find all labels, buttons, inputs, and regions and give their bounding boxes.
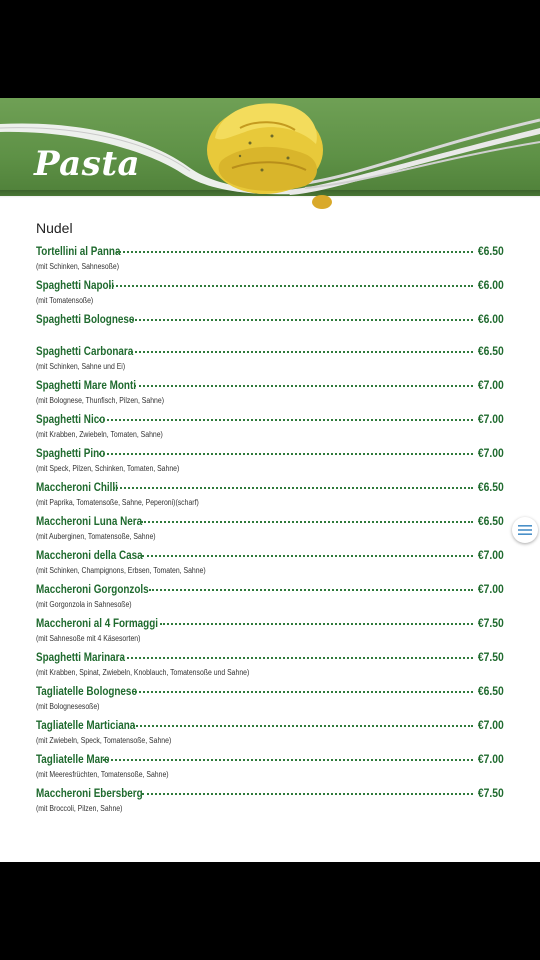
item-price: €7.00 xyxy=(478,550,504,562)
item-description: (mit Broccoli, Pilzen, Sahne) xyxy=(36,804,123,813)
item-name: Tagliatelle Bolognese xyxy=(36,686,137,698)
item-name: Tortellini al Panna xyxy=(36,246,121,258)
leader-dots xyxy=(132,310,473,321)
item-description: (mit Auberginen, Tomatensoße, Sahne) xyxy=(36,532,156,541)
item-name: Spaghetti Napoli xyxy=(36,280,115,292)
item-price: €6.00 xyxy=(478,280,504,292)
menu-item xyxy=(36,446,504,474)
item-name: Spaghetti Bolognese xyxy=(36,314,135,326)
leader-dots xyxy=(160,614,473,625)
menu-item xyxy=(36,278,504,306)
item-name: Spaghetti Marinara xyxy=(36,652,126,664)
item-description: (mit Krabben, Zwiebeln, Tomaten, Sahne) xyxy=(36,430,163,439)
leader-dots xyxy=(99,410,474,421)
item-description: (mit Schinken, Sahnesoße) xyxy=(36,262,119,271)
menu-item xyxy=(36,718,504,746)
menu-page xyxy=(0,98,540,862)
item-price: €7.00 xyxy=(478,380,504,392)
menu-item xyxy=(36,786,504,814)
item-price: €6.50 xyxy=(478,346,504,358)
leader-dots xyxy=(134,376,473,387)
item-description: (mit Meeresfrüchten, Tomatensoße, Sahne) xyxy=(36,770,169,779)
side-menu-button[interactable] xyxy=(512,517,538,543)
menu-item xyxy=(36,344,504,372)
item-name: Maccheroni Ebersberg xyxy=(36,788,143,800)
leader-dots xyxy=(109,276,473,287)
item-name: Spaghetti Carbonara xyxy=(36,346,134,358)
menu-item xyxy=(36,650,504,678)
item-name: Maccheroni Luna Nera xyxy=(36,516,143,528)
item-price: €6.50 xyxy=(478,246,504,258)
menu-item xyxy=(36,480,504,508)
item-name: Maccheroni della Casa xyxy=(36,550,143,562)
item-name: Maccheroni al 4 Formaggi xyxy=(36,618,159,630)
item-price: €6.50 xyxy=(478,516,504,528)
banner-title: Pasta xyxy=(34,144,141,184)
item-name: Maccheroni Gorgonzols xyxy=(36,584,149,596)
leader-dots xyxy=(99,444,474,455)
leader-dots xyxy=(113,478,473,489)
item-name: Spaghetti Mare Monti xyxy=(36,380,137,392)
item-price: €7.50 xyxy=(478,652,504,664)
item-name: Spaghetti Pino xyxy=(36,448,106,460)
item-price: €6.50 xyxy=(478,686,504,698)
item-price: €7.00 xyxy=(478,720,504,732)
leader-dots xyxy=(142,546,473,557)
item-name: Maccheroni Chilli xyxy=(36,482,118,494)
menu-item xyxy=(36,312,504,328)
item-name: Tagliatelle Mare xyxy=(36,754,110,766)
item-description: (mit Bolognese, Thunfisch, Pilzen, Sahne) xyxy=(36,396,164,405)
item-description: (mit Tomatensoße) xyxy=(36,296,94,305)
menu-item xyxy=(36,582,504,610)
leader-dots xyxy=(122,648,474,659)
leader-dots xyxy=(142,784,473,795)
menu-item xyxy=(36,752,504,780)
item-description: (mit Schinken, Sahne und Ei) xyxy=(36,362,126,371)
leader-dots xyxy=(133,716,473,727)
item-description: (mit Sahnesoße mit 4 Käsesorten) xyxy=(36,634,141,643)
menu-item xyxy=(36,616,504,644)
section-title: Nudel xyxy=(36,220,73,236)
item-price: €7.00 xyxy=(478,448,504,460)
leader-dots xyxy=(131,342,473,353)
menu-item xyxy=(36,548,504,576)
item-name: Tagliatelle Marticiana xyxy=(36,720,136,732)
menu-item xyxy=(36,378,504,406)
menu-item xyxy=(36,244,504,272)
leader-dots xyxy=(116,242,473,253)
item-price: €7.00 xyxy=(478,754,504,766)
item-price: €6.00 xyxy=(478,314,504,326)
menu-lines-icon xyxy=(518,524,532,536)
item-description: (mit Gorgonzola in Sahnesoße) xyxy=(36,600,132,609)
item-description: (mit Schinken, Champignons, Erbsen, Tomaten, Sahne) xyxy=(36,566,206,575)
item-description: (mit Paprika, Tomatensoße, Sahne, Peperoni)(scharf) xyxy=(36,498,199,507)
leader-dots xyxy=(103,750,473,761)
item-description: (mit Zwiebeln, Speck, Tomatensoße, Sahne) xyxy=(36,736,172,745)
menu-item xyxy=(36,514,504,542)
item-name: Spaghetti Nico xyxy=(36,414,106,426)
item-price: €7.00 xyxy=(478,414,504,426)
leader-dots xyxy=(135,682,473,693)
item-price: €7.50 xyxy=(478,788,504,800)
leader-dots xyxy=(149,580,473,591)
item-description: (mit Krabben, Spinat, Zwiebeln, Knoblauch, Tomatensoße und Sahne) xyxy=(36,668,250,677)
item-price: €7.50 xyxy=(478,618,504,630)
menu-item xyxy=(36,412,504,440)
item-description: (mit Speck, Pilzen, Schinken, Tomaten, Sahne) xyxy=(36,464,180,473)
menu-item xyxy=(36,684,504,712)
item-price: €6.50 xyxy=(478,482,504,494)
item-description: (mit Bolognesesoße) xyxy=(36,702,100,711)
leader-dots xyxy=(141,512,473,523)
item-price: €7.00 xyxy=(478,584,504,596)
